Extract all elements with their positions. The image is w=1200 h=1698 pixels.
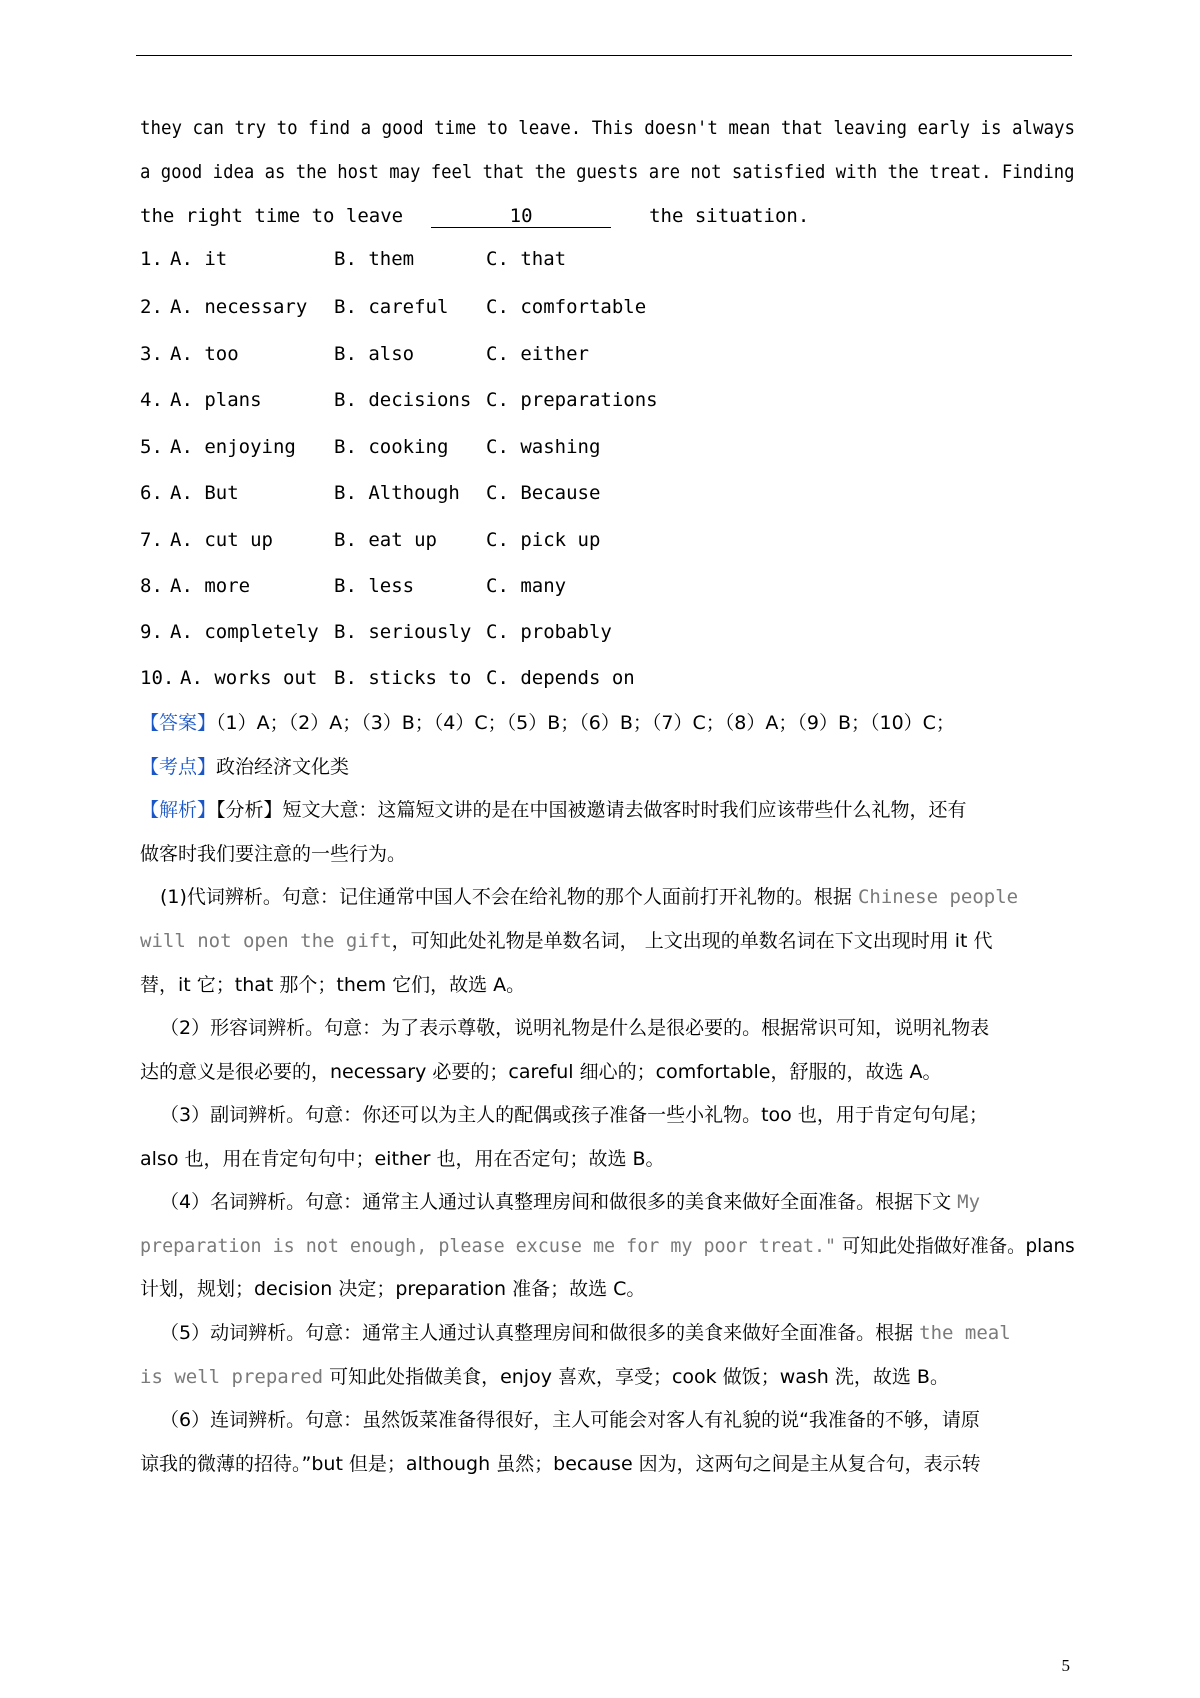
explanation-text: ，可知此处礼物是单数名词， 上文出现的单数名词在下文出现时用 it 代	[391, 930, 993, 952]
jiexi-line-2: 做客时我们要注意的一些行为。	[140, 843, 407, 865]
option-a: A. too	[170, 343, 239, 365]
option-b: B. less	[334, 575, 415, 597]
option-num: 10.	[140, 667, 175, 689]
option-num: 8.	[140, 575, 163, 597]
option-num: 7.	[140, 529, 163, 551]
option-b: B. them	[334, 248, 415, 270]
header-rule	[136, 55, 1072, 56]
explanation-4-line-2	[140, 1233, 1075, 1259]
explanation-1-line-3: 替，it 它；that 那个；them 它们，故选 A。	[140, 974, 526, 996]
option-a: A. cut up	[170, 529, 273, 551]
passage-line-1: they can try to find a good time to leave. This doesn't mean that leaving early is always	[140, 117, 1076, 139]
quoted-text: the meal	[919, 1322, 1011, 1344]
option-b: B. careful	[334, 296, 449, 318]
option-b: B. decisions	[334, 389, 472, 411]
option-num: 2.	[140, 296, 163, 318]
option-a: A. works out	[180, 667, 318, 689]
quoted-text: Chinese people	[857, 886, 1019, 908]
option-num: 1.	[140, 248, 163, 270]
option-c: C. pick up	[486, 529, 601, 551]
option-a: A. more	[170, 575, 251, 597]
blank-10: 10	[431, 205, 611, 228]
option-num: 3.	[140, 343, 163, 365]
option-c: C. Because	[486, 482, 601, 504]
jiexi-summary: 【分析】短文大意：这篇短文讲的是在中国被邀请去做客时时我们应该带些什么礼物，还有	[216, 799, 967, 821]
option-b: B. sticks to	[334, 667, 472, 689]
kaodian-text: 政治经济文化类	[216, 756, 350, 778]
answer-line	[140, 710, 955, 736]
quoted-text: My	[957, 1191, 981, 1213]
kaodian-tag: 【考点】	[140, 756, 217, 778]
explanation-3-line-1: （3）副词辨析。句意：你还可以为主人的配偶或孩子准备一些小礼物。too 也，用于肯定句句尾；	[160, 1104, 988, 1126]
explanation-6-line-2: 谅我的微薄的招待。”but 但是；although 虽然；because 因为，这两句之间是主从复合句，表示转	[140, 1453, 981, 1475]
option-c: C. depends on	[486, 667, 635, 689]
explanation-5-line-1	[160, 1320, 1011, 1346]
option-num: 4.	[140, 389, 163, 411]
explanation-6-line-1: （6）连词辨析。句意：虽然饭菜准备得很好，主人可能会对客人有礼貌的说“我准备的不够，请原	[160, 1409, 980, 1431]
answer-text: （1）A；（2）A；（3）B；（4）C；（5）B；（6）B；（7）C；（8）A；（9）B；（10）C；	[216, 712, 955, 734]
option-a: A. enjoying	[170, 436, 296, 458]
explanation-4-line-3: 计划，规划；decision 决定；preparation 准备；故选 C。	[140, 1278, 646, 1300]
option-num: 6.	[140, 482, 163, 504]
explanation-2-line-1: （2）形容词辨析。句意：为了表示尊敬，说明礼物是什么是很必要的。根据常识可知，说明礼物表	[160, 1017, 990, 1039]
explanation-1-line-1	[160, 884, 1018, 910]
option-b: B. Although	[334, 482, 460, 504]
passage-line-3-post: the situation.	[649, 205, 810, 227]
explanation-text: （5）动词辨析。句意：通常主人通过认真整理房间和做很多的美食来做好全面准备。根据	[160, 1322, 914, 1344]
explanation-1-line-2	[140, 928, 993, 954]
passage-line-3	[140, 203, 809, 229]
option-a: A. it	[170, 248, 228, 270]
quoted-text: will not open the gift	[140, 930, 392, 952]
jiexi-line-1	[140, 797, 967, 823]
option-c: C. that	[486, 248, 567, 270]
option-b: B. seriously	[334, 621, 472, 643]
explanation-2-line-2: 达的意义是很必要的，necessary 必要的；careful 细心的；comfortable，舒服的，故选 A。	[140, 1061, 942, 1083]
option-b: B. also	[334, 343, 415, 365]
quoted-text: is well prepared	[140, 1366, 324, 1388]
option-a: A. plans	[170, 389, 262, 411]
answer-tag: 【答案】	[140, 712, 217, 734]
jiexi-tag: 【解析】	[140, 799, 217, 821]
explanation-text: 可知此处指做好准备。plans	[836, 1235, 1075, 1257]
option-a: A. necessary	[170, 296, 308, 318]
option-num: 9.	[140, 621, 163, 643]
explanation-5-line-2	[140, 1364, 949, 1390]
option-c: C. preparations	[486, 389, 658, 411]
page-number: 5	[1061, 1656, 1070, 1675]
passage-line-2: a good idea as the host may feel that the guests are not satisfied with the treat. Finding	[140, 161, 1075, 183]
explanation-text: （4）名词辨析。句意：通常主人通过认真整理房间和做很多的美食来做好全面准备。根据下文	[160, 1191, 952, 1213]
option-b: B. eat up	[334, 529, 437, 551]
option-b: B. cooking	[334, 436, 449, 458]
passage-line-3-pre: the right time to leave	[140, 205, 404, 227]
explanation-3-line-2: also 也，用在肯定句句中；either 也，用在否定句；故选 B。	[140, 1148, 665, 1170]
explanation-text: 可知此处指做美食，enjoy 喜欢，享受；cook 做饭；wash 洗，故选 B。	[323, 1366, 949, 1388]
option-c: C. washing	[486, 436, 601, 458]
option-c: C. either	[486, 343, 589, 365]
explanation-4-line-1	[160, 1189, 980, 1215]
option-num: 5.	[140, 436, 163, 458]
quoted-text: preparation is not enough, please excuse me for my poor treat."	[140, 1235, 837, 1257]
option-c: C. probably	[486, 621, 612, 643]
option-c: C. comfortable	[486, 296, 647, 318]
option-c: C. many	[486, 575, 567, 597]
option-a: A. completely	[170, 621, 319, 643]
explanation-text: (1)代词辨析。句意：记住通常中国人不会在给礼物的那个人面前打开礼物的。根据	[160, 886, 852, 908]
kaodian-line	[140, 754, 349, 780]
option-a: A. But	[170, 482, 239, 504]
